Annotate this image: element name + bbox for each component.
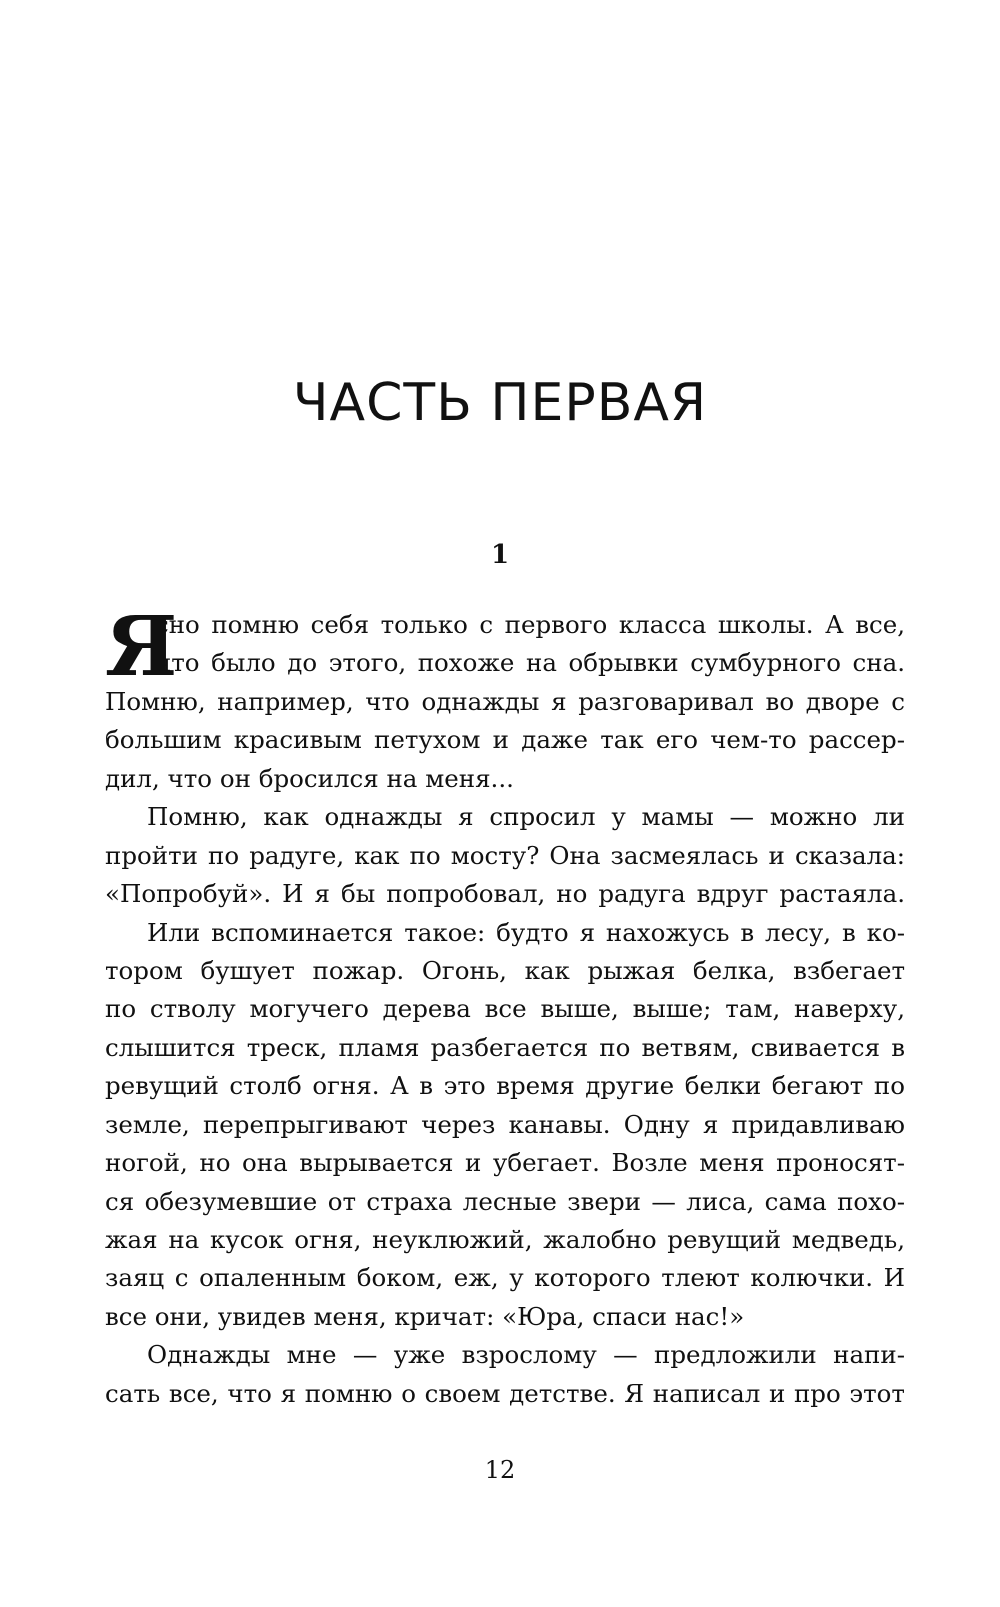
text-line: тором бушует пожар. Огонь, как рыжая белка, взбегает	[105, 955, 905, 985]
text-line: Однажды мне — уже взрослому — предложили напи-	[147, 1340, 905, 1370]
text-line: слышится треск, пламя разбегается по ветвям, свивается в	[105, 1032, 905, 1062]
text-line: сать все, что я помню о своем детстве. Я написал и про этот	[105, 1378, 905, 1408]
text-line: все они, увидев меня, кричат: «Юра, спаси нас!»	[105, 1301, 745, 1331]
text-line: сно помню себя только с первого класса школы. А все,	[155, 610, 905, 639]
text-line: Помню, как однажды я спросил у мамы — можно ли	[147, 802, 905, 832]
text-line: «Попробуй». И я бы попробовал, но радуга вдруг растаяла.	[105, 879, 905, 909]
page-number: 12	[484, 1456, 516, 1484]
drop-cap: Я	[105, 599, 178, 695]
text-line: ся обезумевшие от страха лесные звери — лиса, сама похо-	[105, 1186, 905, 1216]
text-line: земле, перепрыгивают через канавы. Одну я придавливаю	[105, 1109, 905, 1139]
text-line: по стволу могучего дерева все выше, выше; там, наверху,	[105, 994, 905, 1024]
chapter-number: 1	[490, 540, 510, 570]
text-line: ногой, но она вырывается и убегает. Возле меня проносят-	[105, 1148, 905, 1178]
text-line: Или вспоминается такое: будто я нахожусь в лесу, в ко-	[147, 917, 905, 947]
text-lines	[105, 599, 905, 1413]
text-line: заяц с опаленным боком, еж, у которого тлеют колючки. И	[105, 1263, 905, 1293]
text-line: ревущий столб огня. А в это время другие белки бегают по	[105, 1071, 905, 1101]
text-line: Помню, например, что однажды я разговаривал во дворе с	[105, 686, 905, 716]
text-line: пройти по радуге, как по мосту? Она засмеялась и сказала:	[105, 840, 905, 870]
text-line: жая на кусок огня, неуклюжий, жалобно ревущий медведь,	[105, 1225, 905, 1254]
part-title: ЧАСТЬ ПЕРВАЯ	[292, 373, 708, 433]
text-line: большим красивым петухом и даже так его чем-то рассер-	[105, 725, 905, 755]
text-line: что было до этого, похоже на обрывки сумбурного сна.	[155, 648, 905, 678]
body-text	[105, 599, 905, 1413]
text-line: дил, что он бросился на меня...	[105, 763, 514, 793]
